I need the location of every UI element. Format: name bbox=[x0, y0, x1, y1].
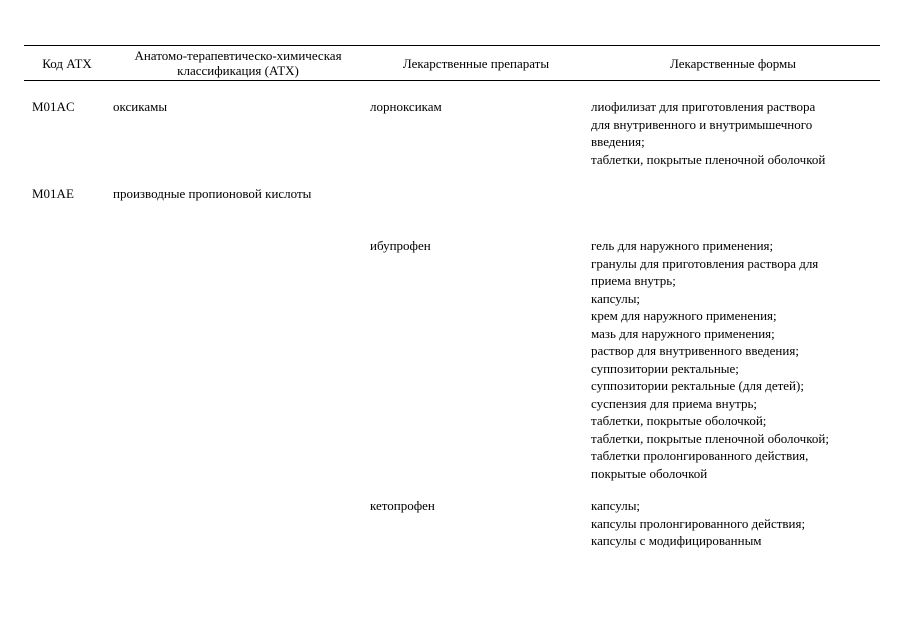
form-item: таблетки пролонгированного действия, bbox=[591, 448, 809, 463]
row-code: M01AE bbox=[32, 186, 74, 201]
form-item: мазь для наружного применения; bbox=[591, 325, 775, 341]
header-drugs bbox=[366, 46, 586, 80]
row-drug: лорноксикам bbox=[370, 99, 442, 114]
row-drug: ибупрофен bbox=[370, 238, 431, 253]
header-code bbox=[24, 46, 110, 80]
form-item: капсулы с модифицированным bbox=[591, 533, 762, 548]
row-forms bbox=[591, 98, 825, 168]
form-item: гель для наружного применения; bbox=[591, 238, 774, 253]
form-item: приема внутрь; bbox=[591, 273, 676, 288]
form-item: для внутривенного и внутримышечного bbox=[591, 116, 813, 132]
form-item: лиофилизат для приготовления раствора bbox=[591, 99, 816, 114]
form-item: введения; bbox=[591, 134, 645, 149]
header-classification bbox=[110, 46, 366, 80]
row-classification: производные пропионовой кислоты bbox=[113, 186, 312, 201]
header-drugs-label: Лекарственные препараты bbox=[402, 55, 550, 71]
row-forms bbox=[591, 237, 829, 482]
header-forms bbox=[586, 46, 880, 80]
form-item: капсулы; bbox=[591, 498, 641, 513]
row-code: M01AC bbox=[32, 99, 75, 114]
row-classification: оксикамы bbox=[113, 99, 168, 114]
form-item: таблетки, покрытые оболочкой; bbox=[591, 413, 767, 428]
form-item: раствор для внутривенного введения; bbox=[591, 343, 799, 358]
header-forms-label: Лекарственные формы bbox=[669, 55, 797, 71]
row-drug: кетопрофен bbox=[370, 498, 435, 513]
form-item: таблетки, покрытые пленочной оболочкой bbox=[591, 151, 826, 167]
form-item: крем для наружного применения; bbox=[591, 308, 777, 323]
form-item: покрытые оболочкой bbox=[591, 465, 708, 481]
header-classification-line2: классификация (АТХ) bbox=[177, 63, 299, 78]
form-item: таблетки, покрытые пленочной оболочкой; bbox=[591, 430, 829, 446]
form-item: суппозитории ректальные; bbox=[591, 360, 739, 376]
form-item: капсулы; bbox=[591, 290, 641, 306]
form-item: суспензия для приема внутрь; bbox=[591, 395, 758, 411]
row-forms bbox=[591, 497, 805, 550]
header-code-label: Код АТХ bbox=[42, 55, 92, 71]
form-item: капсулы пролонгированного действия; bbox=[591, 515, 806, 531]
header-classification-line1: Анатомо-терапевтическо-химическая bbox=[134, 48, 342, 63]
table-header-rule bbox=[24, 80, 880, 81]
form-item: суппозитории ректальные (для детей); bbox=[591, 378, 804, 393]
form-item: гранулы для приготовления раствора для bbox=[591, 255, 819, 271]
